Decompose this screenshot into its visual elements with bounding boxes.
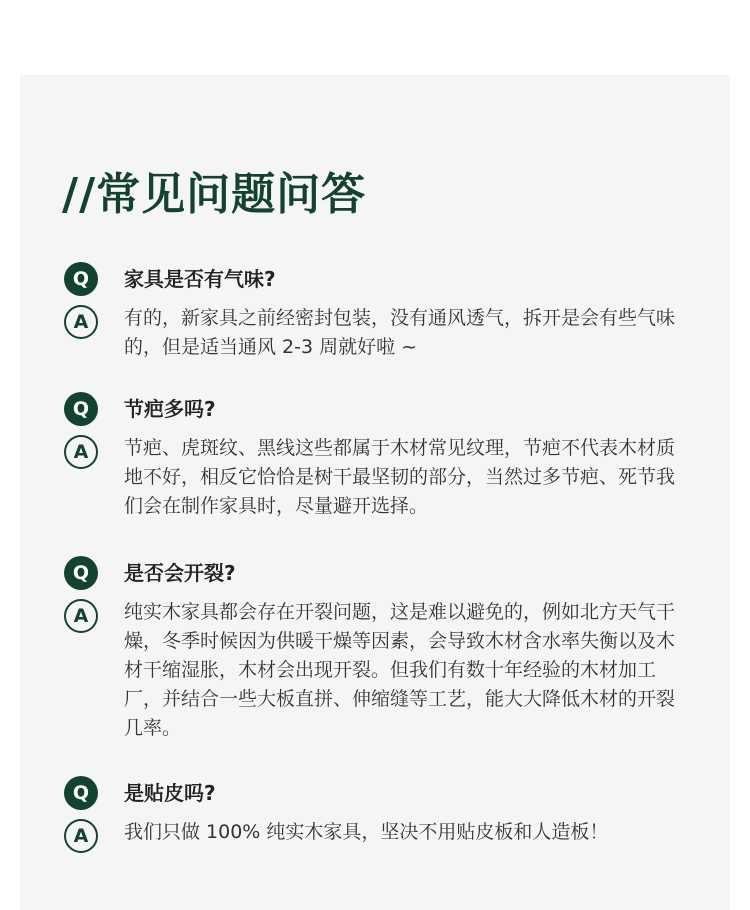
answer-text: 有的，新家具之前经密封包装，没有通风透气，拆开是会有些气味的，但是适当通风 2-3 周就好啦 ~ [124,307,676,358]
question-row [64,262,684,296]
question-text: 是否会开裂? [124,561,236,585]
answer-row [64,434,684,521]
question-row [64,776,684,810]
question-row [64,556,684,590]
a-badge-icon: A [64,599,98,633]
a-badge-icon: A [64,435,98,469]
question-text: 是贴皮吗? [124,781,216,805]
a-badge-icon: A [64,819,98,853]
faq-item [64,392,684,521]
faq-item [64,776,684,847]
q-badge-icon: Q [64,556,98,590]
q-badge-icon: Q [64,776,98,810]
faq-item [64,556,684,743]
answer-text: 纯实木家具都会存在开裂问题，这是难以避免的，例如北方天气干燥，冬季时候因为供暖干燥等因素，会导致木材含水率失衡以及木材干缩湿胀，木材会出现开裂。但我们有数十年经验的木材加工厂，并结合一些大板直拼、伸缩缝等工艺，能大大降低木材的开裂几率。 [124,601,676,739]
q-badge-icon: Q [64,392,98,426]
question-row [64,392,684,426]
a-badge-icon: A [64,305,98,339]
faq-item [64,262,684,362]
answer-text: 我们只做 100% 纯实木家具，坚决不用贴皮板和人造板！ [124,821,609,843]
q-badge-icon: Q [64,262,98,296]
question-text: 节疤多吗? [124,397,216,421]
answer-row [64,818,684,847]
answer-text: 节疤、虎斑纹、黑线这些都属于木材常见纹理，节疤不代表木材质地不好，相反它恰恰是树干最坚韧的部分，当然过多节疤、死节我们会在制作家具时，尽量避开选择。 [124,437,676,517]
question-text: 家具是否有气味? [124,267,276,291]
answer-row [64,598,684,743]
answer-row [64,304,684,362]
page-title: //常见问题问答 [62,169,367,220]
